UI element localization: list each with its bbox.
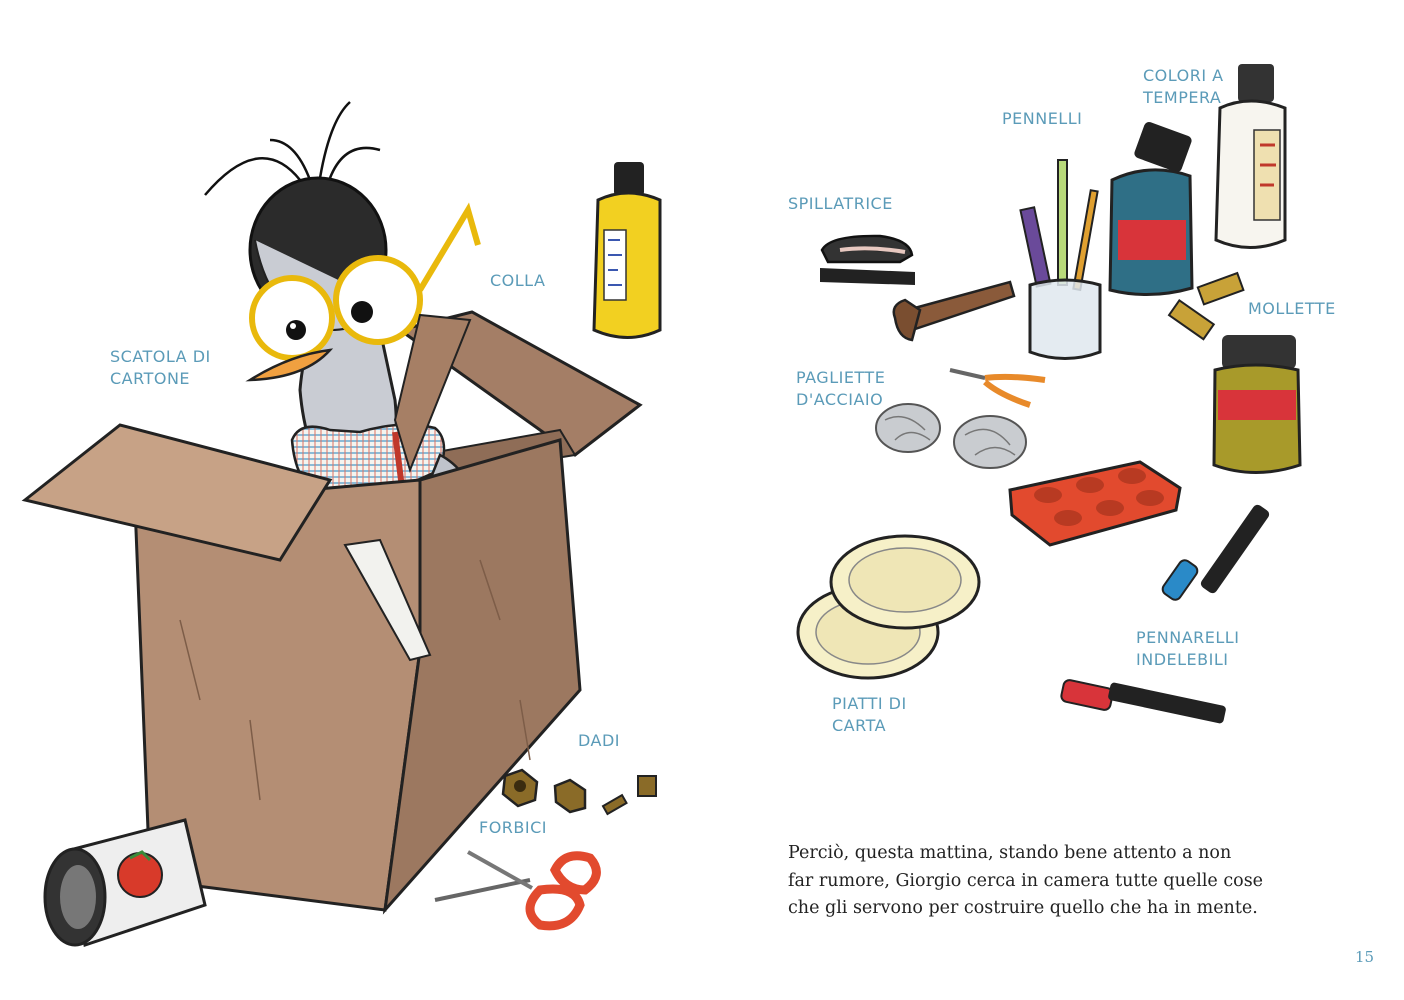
label-pennelli: PENNELLI bbox=[1002, 109, 1083, 128]
label-forbici: FORBICI bbox=[479, 818, 547, 837]
red-marker bbox=[1060, 679, 1226, 724]
teal-paint-jar bbox=[1110, 121, 1193, 295]
pliers bbox=[950, 370, 1045, 405]
paper-plates bbox=[798, 536, 979, 678]
story-line: che gli servono per costruire quello che ha in mente. bbox=[788, 898, 1258, 918]
blue-marker bbox=[1160, 503, 1271, 602]
label-colori-a-tempera: COLORI A TEMPERA bbox=[1143, 66, 1224, 107]
page-number: 15 bbox=[1355, 948, 1375, 966]
label-pagliette-d-acciaio: PAGLIETTE D'ACCIAIO bbox=[796, 368, 886, 409]
silicone-tray bbox=[1010, 462, 1180, 545]
wrench bbox=[894, 282, 1014, 340]
brush-jar bbox=[1020, 160, 1100, 359]
label-dadi: DADI bbox=[578, 731, 621, 750]
label-spillatrice: SPILLATRICE bbox=[788, 194, 893, 213]
nuts-and-bolts bbox=[503, 770, 656, 814]
steel-wool bbox=[876, 404, 1026, 468]
story-line: far rumore, Giorgio cerca in camera tutte quelle cose bbox=[788, 870, 1264, 891]
tomato-can bbox=[45, 820, 205, 945]
label-piatti-di-carta: PIATTI DI CARTA bbox=[832, 694, 907, 735]
stapler bbox=[820, 236, 915, 285]
label-mollette: MOLLETTE bbox=[1248, 299, 1336, 318]
label-colla: COLLA bbox=[490, 271, 546, 290]
story-line: Perciò, questa mattina, stando bene attento a non bbox=[788, 843, 1232, 863]
label-scatola-di-cartone: SCATOLA DI CARTONE bbox=[110, 347, 211, 388]
white-paint-bottle bbox=[1216, 64, 1285, 248]
cardboard-box-with-penguin bbox=[25, 102, 640, 910]
olive-paint-jar bbox=[1214, 335, 1300, 473]
story-text bbox=[788, 840, 1328, 923]
glue-bottle bbox=[594, 162, 660, 338]
label-pennarelli-indelebili: PENNARELLI INDELEBILI bbox=[1136, 628, 1240, 669]
scissors bbox=[435, 852, 596, 926]
